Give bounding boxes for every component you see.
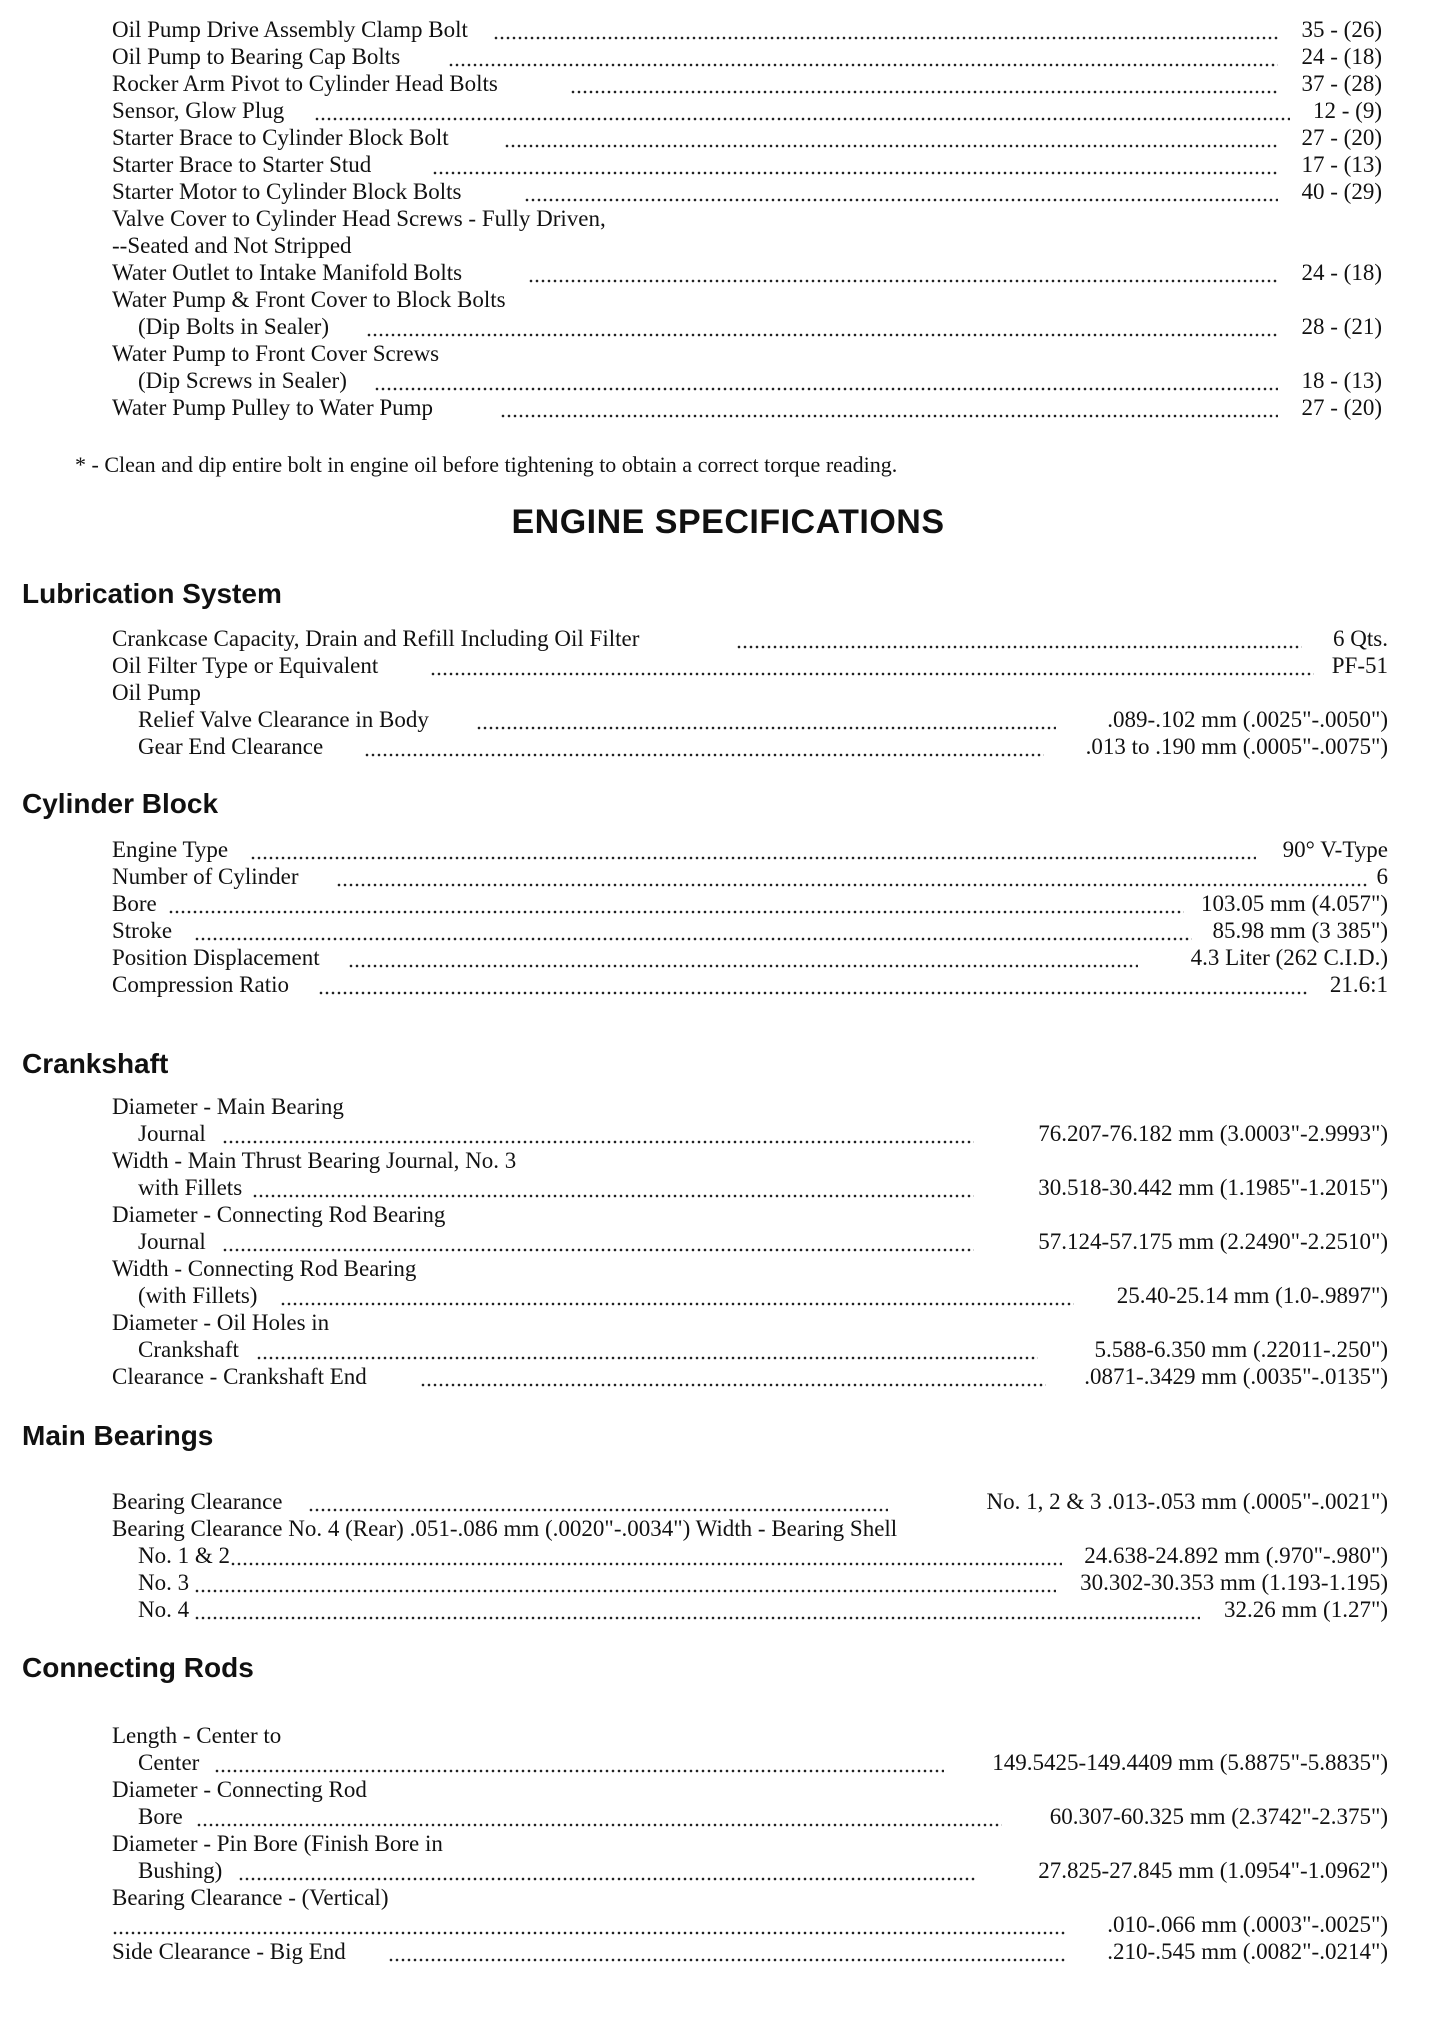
spec-label: Gear End Clearance xyxy=(138,734,324,759)
torque-row xyxy=(112,367,1382,394)
torque-row xyxy=(112,259,1382,286)
spec-label: with Fillets xyxy=(138,1175,243,1200)
section-heading-cylinder-block: Cylinder Block xyxy=(22,788,219,819)
spec-row xyxy=(112,1336,1388,1363)
spec-label: Diameter - Connecting Rod Bearing xyxy=(112,1202,446,1227)
torque-spec-list xyxy=(112,16,1382,421)
main-bearings-spec-list xyxy=(112,1488,1388,1623)
spec-label: (Dip Bolts in Sealer) xyxy=(138,314,329,339)
section-heading-connecting-rods: Connecting Rods xyxy=(22,1652,254,1683)
spec-label: Journal xyxy=(138,1121,206,1146)
spec-row xyxy=(112,1147,1388,1174)
spec-label: Water Pump to Front Cover Screws xyxy=(112,341,440,366)
spec-value: 17 - (13) xyxy=(1301,152,1382,177)
spec-label: Width - Connecting Rod Bearing xyxy=(112,1256,417,1281)
spec-label: Compression Ratio xyxy=(112,972,289,997)
torque-row xyxy=(112,178,1382,205)
spec-label: (with Fillets) xyxy=(138,1283,258,1308)
spec-label: Oil Pump xyxy=(112,680,201,705)
spec-row xyxy=(112,1596,1388,1623)
footnote: * - Clean and dip entire bolt in engine oil before tightening to obtain a correct torque reading. xyxy=(75,452,898,477)
spec-label: Relief Valve Clearance in Body xyxy=(138,707,429,732)
spec-row xyxy=(112,1255,1388,1282)
spec-label: Bore xyxy=(112,891,157,916)
spec-row xyxy=(112,1201,1388,1228)
torque-row xyxy=(112,232,1382,259)
spec-value: 90° V-Type xyxy=(1282,837,1388,862)
spec-value: 24.638-24.892 mm (.970"-.980") xyxy=(1084,1543,1388,1568)
spec-label: Water Outlet to Intake Manifold Bolts xyxy=(112,260,463,285)
torque-row xyxy=(112,70,1382,97)
spec-label: Side Clearance - Big End xyxy=(112,1939,346,1964)
spec-value: 24 - (18) xyxy=(1301,44,1382,69)
spec-label: --Seated and Not Stripped xyxy=(112,233,352,258)
spec-value: 4.3 Liter (262 C.I.D.) xyxy=(1190,945,1388,970)
spec-value: .013 to .190 mm (.0005"-.0075") xyxy=(1085,734,1388,759)
spec-value: 57.124-57.175 mm (2.2490"-2.2510") xyxy=(1038,1229,1388,1254)
section-heading-main-bearings: Main Bearings xyxy=(22,1420,214,1451)
spec-label: Rocker Arm Pivot to Cylinder Head Bolts xyxy=(112,71,498,96)
spec-label: Bearing Clearance xyxy=(112,1489,283,1514)
spec-value: 5.588-6.350 mm (.22011-.250") xyxy=(1094,1337,1388,1362)
spec-row xyxy=(112,1569,1388,1596)
spec-row xyxy=(112,890,1388,917)
section-heading-lubrication: Lubrication System xyxy=(22,578,282,609)
spec-label: Crankshaft xyxy=(138,1337,239,1362)
spec-value: 12 - (9) xyxy=(1313,98,1382,123)
spec-label: Position Displacement xyxy=(112,945,320,970)
spec-value: 30.302-30.353 mm (1.193-1.195) xyxy=(1080,1570,1388,1595)
torque-row xyxy=(112,286,1382,313)
spec-row xyxy=(112,1309,1388,1336)
page-title: ENGINE SPECIFICATIONS xyxy=(511,503,945,541)
torque-row xyxy=(112,313,1382,340)
spec-row xyxy=(112,917,1388,944)
spec-row xyxy=(112,733,1388,760)
spec-value: 27.825-27.845 mm (1.0954"-1.0962") xyxy=(1038,1858,1388,1883)
spec-value: 30.518-30.442 mm (1.1985"-1.2015") xyxy=(1038,1175,1388,1200)
spec-row xyxy=(112,652,1388,679)
lubrication-spec-list xyxy=(112,625,1388,760)
spec-row xyxy=(112,1830,1388,1857)
spec-value: 25.40-25.14 mm (1.0-.9897") xyxy=(1116,1283,1388,1308)
spec-label: Center xyxy=(138,1750,200,1775)
spec-label: No. 4 xyxy=(138,1597,190,1622)
spec-label: Clearance - Crankshaft End xyxy=(112,1364,367,1389)
spec-label: Bushing) xyxy=(138,1858,223,1883)
spec-label: Oil Pump Drive Assembly Clamp Bolt xyxy=(112,17,468,42)
torque-row xyxy=(112,16,1382,43)
spec-value: 28 - (21) xyxy=(1301,314,1382,339)
section-heading-crankshaft: Crankshaft xyxy=(22,1048,169,1079)
torque-row xyxy=(112,43,1382,70)
spec-row xyxy=(112,1857,1388,1884)
spec-value: .010-.066 mm (.0003"-.0025") xyxy=(1107,1912,1388,1937)
spec-row xyxy=(112,1228,1388,1255)
spec-row xyxy=(112,944,1388,971)
spec-row xyxy=(112,1722,1388,1749)
spec-value: 76.207-76.182 mm (3.0003"-2.9993") xyxy=(1038,1121,1388,1146)
cylinder-block-spec-list xyxy=(112,836,1388,998)
spec-value: 85.98 mm (3 385") xyxy=(1212,918,1388,943)
spec-value: 35 - (26) xyxy=(1301,17,1382,42)
spec-label: Diameter - Oil Holes in xyxy=(112,1310,330,1335)
spec-value: 18 - (13) xyxy=(1301,368,1382,393)
spec-value: .089-.102 mm (.0025"-.0050") xyxy=(1107,707,1388,732)
spec-row xyxy=(112,1803,1388,1830)
spec-label: Starter Brace to Starter Stud xyxy=(112,152,372,177)
crankshaft-spec-list xyxy=(112,1093,1388,1390)
spec-label: (Dip Screws in Sealer) xyxy=(138,368,347,393)
spec-row xyxy=(112,1488,1388,1515)
spec-label: Length - Center to xyxy=(112,1723,282,1748)
spec-label: Width - Main Thrust Bearing Journal, No. 3 xyxy=(112,1148,517,1173)
spec-label: Bearing Clearance - (Vertical) xyxy=(112,1885,389,1910)
spec-value: PF-51 xyxy=(1331,653,1388,678)
spec-label: No. 3 xyxy=(138,1570,190,1595)
torque-row xyxy=(112,124,1382,151)
spec-row xyxy=(112,1120,1388,1147)
spec-value: 103.05 mm (4.057") xyxy=(1201,891,1388,916)
spec-label: Valve Cover to Cylinder Head Screws - Fully Driven, xyxy=(112,206,606,231)
spec-label: Engine Type xyxy=(112,837,229,862)
spec-value: 40 - (29) xyxy=(1301,179,1382,204)
spec-value: 149.5425-149.4409 mm (5.8875"-5.8835") xyxy=(992,1750,1388,1775)
spec-label: Diameter - Main Bearing xyxy=(112,1094,344,1119)
spec-value: 27 - (20) xyxy=(1301,395,1382,420)
spec-row xyxy=(112,1776,1388,1803)
torque-row xyxy=(112,340,1382,367)
spec-row xyxy=(112,706,1388,733)
spec-label: Crankcase Capacity, Drain and Refill Including Oil Filter xyxy=(112,626,640,651)
spec-label: Sensor, Glow Plug xyxy=(112,98,285,123)
torque-row xyxy=(112,151,1382,178)
spec-value: 60.307-60.325 mm (2.3742"-2.375") xyxy=(1049,1804,1388,1829)
spec-row xyxy=(112,1515,1388,1542)
spec-row xyxy=(112,863,1388,890)
spec-label: Oil Filter Type or Equivalent xyxy=(112,653,379,678)
torque-row xyxy=(112,97,1382,124)
spec-label: Bearing Clearance No. 4 (Rear) .051-.086 mm (.0020"-.0034") Width - Bearing Shell xyxy=(112,1516,898,1541)
spec-label: Starter Brace to Cylinder Block Bolt xyxy=(112,125,449,150)
spec-row xyxy=(112,1542,1388,1569)
spec-value: 6 xyxy=(1376,864,1388,889)
spec-label: Diameter - Connecting Rod xyxy=(112,1777,367,1802)
spec-value: 37 - (28) xyxy=(1301,71,1382,96)
spec-row xyxy=(112,1282,1388,1309)
spec-label: Diameter - Pin Bore (Finish Bore in xyxy=(112,1831,443,1856)
spec-label: Water Pump & Front Cover to Block Bolts xyxy=(112,287,506,312)
spec-label: Starter Motor to Cylinder Block Bolts xyxy=(112,179,462,204)
torque-row xyxy=(112,205,1382,232)
spec-row xyxy=(112,1911,1388,1938)
connecting-rods-spec-list xyxy=(112,1722,1388,1965)
spec-row xyxy=(112,1884,1388,1911)
torque-row xyxy=(112,394,1382,421)
spec-row xyxy=(112,1749,1388,1776)
spec-label: Bore xyxy=(138,1804,183,1829)
spec-row xyxy=(112,625,1388,652)
spec-value: 24 - (18) xyxy=(1301,260,1382,285)
spec-value: .0871-.3429 mm (.0035"-.0135") xyxy=(1084,1364,1388,1389)
spec-row xyxy=(112,1363,1388,1390)
spec-row xyxy=(112,1938,1388,1965)
spec-row xyxy=(112,679,1388,706)
spec-row xyxy=(112,1093,1388,1120)
spec-row xyxy=(112,836,1388,863)
spec-value: No. 1, 2 & 3 .013-.053 mm (.0005"-.0021") xyxy=(986,1489,1388,1514)
spec-row xyxy=(112,971,1388,998)
spec-label: Oil Pump to Bearing Cap Bolts xyxy=(112,44,401,69)
spec-label: No. 1 & 2 xyxy=(138,1543,230,1568)
spec-label: Journal xyxy=(138,1229,206,1254)
spec-label: Stroke xyxy=(112,918,173,943)
spec-value: .210-.545 mm (.0082"-.0214") xyxy=(1107,1939,1388,1964)
spec-value: 6 Qts. xyxy=(1333,626,1388,651)
spec-label: Water Pump Pulley to Water Pump xyxy=(112,395,434,420)
spec-label: Number of Cylinder xyxy=(112,864,299,889)
spec-row xyxy=(112,1174,1388,1201)
spec-value: 32.26 mm (1.27") xyxy=(1224,1597,1388,1622)
spec-value: 21.6:1 xyxy=(1329,972,1388,997)
spec-value: 27 - (20) xyxy=(1301,125,1382,150)
